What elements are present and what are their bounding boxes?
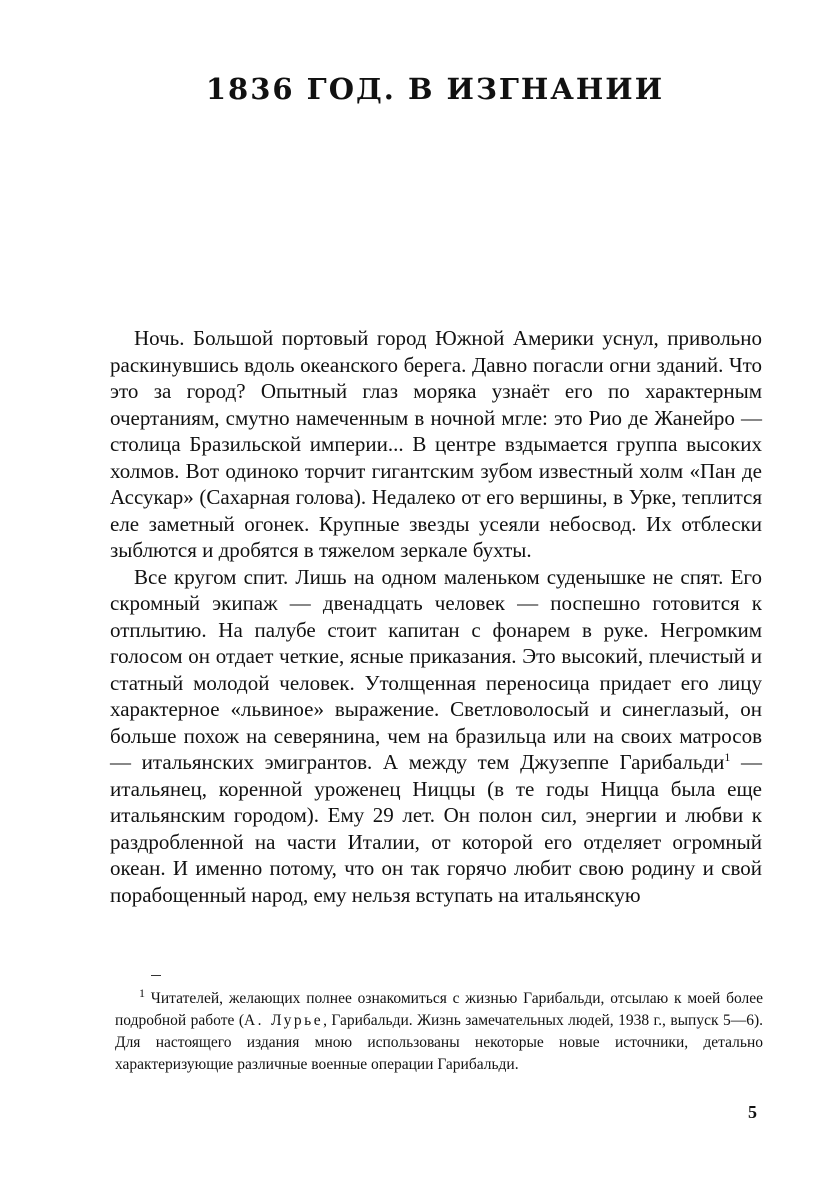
paragraph-2-part-2: — итальянец, коренной уроженец Ниццы (в те годы Ницца была еще итальянским городом). Ему 29 лет. Он полон сил, энергии и любви к раздробленной на части Италии, от которой его отделяет огромный океан. И именно потому, что он так горячо любит свою родину и свой порабощенный народ, ему нельзя вступать на итальянскую (110, 750, 763, 907)
footnote-marker: 1 (139, 985, 145, 1000)
body-text (110, 325, 762, 908)
footnote-divider (151, 975, 161, 976)
page-number: 5 (748, 1102, 757, 1122)
paragraph-2 (110, 564, 762, 909)
paragraph-2-part-1: Все кругом спит. Лишь на одном маленьком суденышке не спят. Его скромный экипаж — двенадцать человек — поспешно готовится к отплытию. На палубе стоит капитан с фонарем в руке. Негромким голосом он отдает четкие, ясные приказания. Это высокий, плечистый и статный молодой человек. Утолщенная переносица придает его лицу характерное «львиное» выражение. Светловолосый и синеглазый, он больше похож на северянина, чем на бразильца или на своих матросов — итальянских эмигрантов. А между тем Джузеппе Гарибальди (110, 564, 762, 774)
footnote (115, 985, 763, 1076)
footnote-text-1: Читателей, желающих полнее ознакомиться с жизнью Гарибальди, отсылаю к моей более подробной работе ( (115, 990, 763, 1029)
footnote-author: А. Лурье (243, 1012, 324, 1029)
footnote-reference: 1 (724, 750, 731, 764)
paragraph-1: Ночь. Большой портовый город Южной Америки уснул, привольно раскинувшись вдоль океанского берега. Давно погасли огни зданий. Что это за город? Опытный глаз моряка узнаёт его по характерным очертаниям, смутно намеченным в ночной мгле: это Рио де Жанейро — столица Бразильской империи... В центре вздымается группа высоких холмов. Вот одиноко торчит гигантским зубом известный холм «Пан де Ассукар» (Сахарная голова). Недалеко от его вершины, в Урке, теплится еле заметный огонек. Крупные звезды усеяли небосвод. Их отблески зыблются и дробятся в тяжелом зеркале бухты. (110, 326, 762, 562)
footnote-text-2: , Гарибальди. Жизнь замечательных людей, 1938 г., выпуск 5—6). Для настоящего издания мною использованы некоторые новые источники, детально характеризующие различные военные операции Гарибальди. (115, 1012, 763, 1073)
chapter-title: 1836 ГОД. В ИЗГНАНИИ (205, 72, 665, 106)
